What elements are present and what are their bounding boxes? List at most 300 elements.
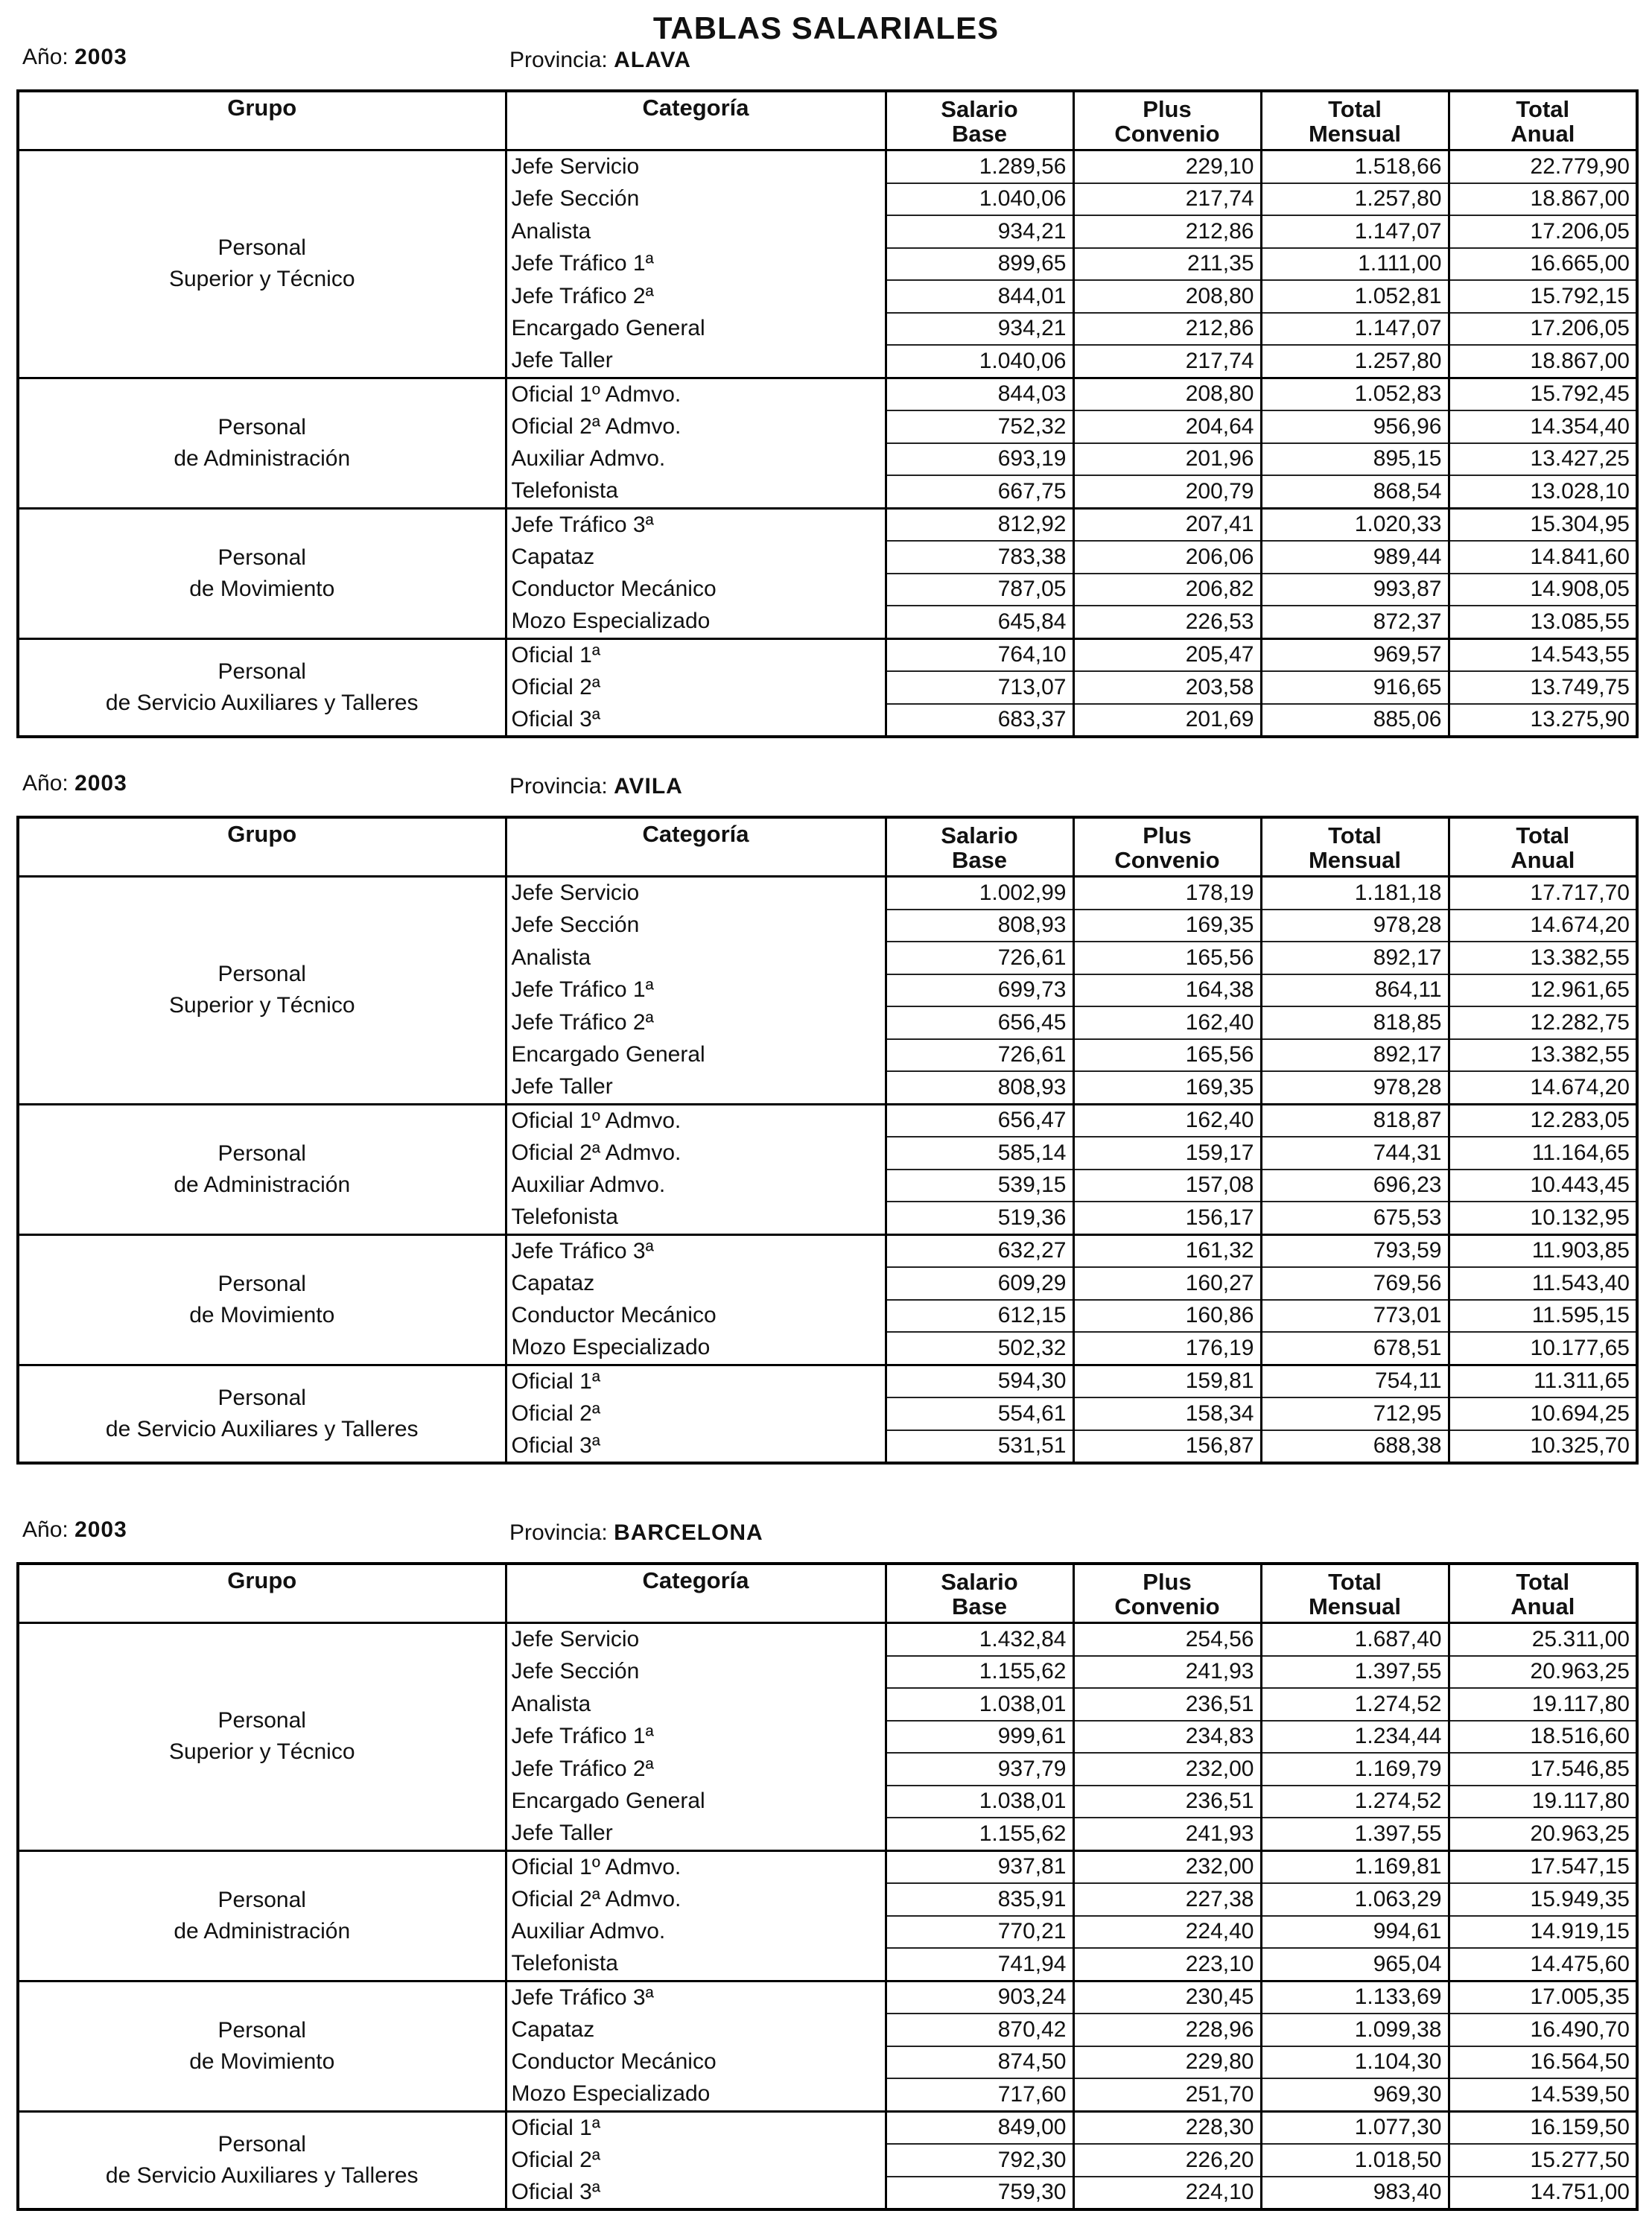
year-value: 2003	[74, 771, 127, 796]
total-mensual-cell: 744,31	[1261, 1137, 1449, 1170]
total-mensual-cell: 1.147,07	[1261, 215, 1449, 248]
category-cell: Conductor Mecánico	[506, 2046, 886, 2079]
year-label: Año: 2003	[22, 1517, 127, 1542]
category-cell: Oficial 2ª	[506, 1397, 886, 1430]
salario-base-cell: 1.002,99	[886, 877, 1073, 910]
province-value: BARCELONA	[614, 1520, 763, 1545]
salario-base-cell: 713,07	[886, 671, 1073, 704]
total-anual-cell: 14.674,20	[1449, 910, 1637, 942]
salario-base-cell: 585,14	[886, 1137, 1073, 1170]
plus-convenio-cell: 164,38	[1073, 974, 1261, 1007]
plus-convenio-cell: 226,53	[1073, 606, 1261, 638]
category-cell: Jefe Taller	[506, 1818, 886, 1850]
header-total-mensual: Total Mensual	[1261, 1564, 1449, 1623]
category-cell: Oficial 2ª Admvo.	[506, 1137, 886, 1170]
salario-base-cell: 870,42	[886, 2014, 1073, 2046]
salario-base-cell: 899,65	[886, 248, 1073, 281]
total-mensual-cell: 1.274,52	[1261, 1786, 1449, 1818]
total-anual-cell: 25.311,00	[1449, 1623, 1637, 1656]
total-anual-cell: 17.717,70	[1449, 877, 1637, 910]
salario-base-cell: 1.155,62	[886, 1656, 1073, 1689]
plus-convenio-cell: 224,10	[1073, 2177, 1261, 2210]
salario-base-cell: 770,21	[886, 1916, 1073, 1949]
salario-base-cell: 783,38	[886, 541, 1073, 574]
page-title: TABLAS SALARIALES	[652, 10, 1000, 45]
salario-base-cell: 844,03	[886, 378, 1073, 410]
total-mensual-cell: 1.133,69	[1261, 1981, 1449, 2014]
total-mensual-cell: 1.397,55	[1261, 1656, 1449, 1689]
year-label: Año: 2003	[22, 771, 127, 796]
total-mensual-cell: 1.234,44	[1261, 1721, 1449, 1754]
category-cell: Analista	[506, 1688, 886, 1721]
salario-base-cell: 502,32	[886, 1332, 1073, 1365]
total-mensual-cell: 1.099,38	[1261, 2014, 1449, 2046]
table-row	[18, 150, 1637, 183]
plus-convenio-cell: 228,96	[1073, 2014, 1261, 2046]
category-cell: Jefe Tráfico 1ª	[506, 1721, 886, 1754]
category-cell: Oficial 1ª	[506, 638, 886, 671]
plus-convenio-cell: 212,86	[1073, 313, 1261, 346]
year-value: 2003	[74, 45, 127, 69]
salario-base-cell: 594,30	[886, 1365, 1073, 1397]
total-anual-cell: 15.792,15	[1449, 280, 1637, 313]
total-anual-cell: 14.841,60	[1449, 541, 1637, 574]
total-mensual-cell: 1.018,50	[1261, 2144, 1449, 2177]
plus-convenio-cell: 217,74	[1073, 183, 1261, 216]
category-cell: Jefe Tráfico 3ª	[506, 1234, 886, 1267]
salario-base-cell: 937,79	[886, 1753, 1073, 1786]
salario-base-cell: 645,84	[886, 606, 1073, 638]
total-mensual-cell: 885,06	[1261, 704, 1449, 737]
total-anual-cell: 15.304,95	[1449, 508, 1637, 541]
plus-convenio-cell: 211,35	[1073, 248, 1261, 281]
salary-section-avila	[16, 764, 1636, 1465]
salary-section-alava	[16, 37, 1636, 738]
total-mensual-cell: 1.257,80	[1261, 345, 1449, 378]
total-mensual-cell: 969,30	[1261, 2078, 1449, 2111]
salario-base-cell: 554,61	[886, 1397, 1073, 1430]
plus-convenio-cell: 234,83	[1073, 1721, 1261, 1754]
category-cell: Jefe Taller	[506, 345, 886, 378]
plus-convenio-cell: 223,10	[1073, 1948, 1261, 1981]
total-mensual-cell: 969,57	[1261, 638, 1449, 671]
total-anual-cell: 12.282,75	[1449, 1006, 1637, 1039]
total-anual-cell: 11.595,15	[1449, 1300, 1637, 1333]
salario-base-cell: 531,51	[886, 1430, 1073, 1464]
total-mensual-cell: 1.020,33	[1261, 508, 1449, 541]
category-cell: Auxiliar Admvo.	[506, 443, 886, 476]
salario-base-cell: 1.040,06	[886, 183, 1073, 216]
plus-convenio-cell: 232,00	[1073, 1850, 1261, 1883]
category-cell: Jefe Tráfico 2ª	[506, 1006, 886, 1039]
province-value: ALAVA	[614, 48, 691, 72]
category-cell: Conductor Mecánico	[506, 1300, 886, 1333]
province-label: Provincia: ALAVA	[509, 48, 691, 72]
total-mensual-cell: 1.687,40	[1261, 1623, 1449, 1656]
category-cell: Telefonista	[506, 1202, 886, 1234]
salary-table	[16, 89, 1639, 738]
total-anual-cell: 18.516,60	[1449, 1721, 1637, 1754]
category-cell: Telefonista	[506, 475, 886, 508]
plus-convenio-cell: 156,87	[1073, 1430, 1261, 1464]
category-cell: Oficial 1º Admvo.	[506, 378, 886, 410]
header-grupo: Grupo	[18, 91, 506, 150]
category-cell: Encargado General	[506, 313, 886, 346]
category-cell: Jefe Sección	[506, 1656, 886, 1689]
category-cell: Jefe Sección	[506, 910, 886, 942]
category-cell: Jefe Tráfico 2ª	[506, 1753, 886, 1786]
category-cell: Jefe Tráfico 3ª	[506, 1981, 886, 2014]
category-cell: Oficial 1º Admvo.	[506, 1104, 886, 1137]
total-mensual-cell: 1.147,07	[1261, 313, 1449, 346]
total-anual-cell: 10.132,95	[1449, 1202, 1637, 1234]
section-meta	[16, 1510, 1636, 1562]
total-mensual-cell: 978,28	[1261, 910, 1449, 942]
total-mensual-cell: 1.518,66	[1261, 150, 1449, 183]
province-value: AVILA	[614, 774, 683, 799]
total-anual-cell: 17.005,35	[1449, 1981, 1637, 2014]
total-anual-cell: 14.751,00	[1449, 2177, 1637, 2210]
salario-base-cell: 874,50	[886, 2046, 1073, 2079]
salario-base-cell: 835,91	[886, 1883, 1073, 1916]
total-anual-cell: 18.867,00	[1449, 345, 1637, 378]
plus-convenio-cell: 207,41	[1073, 508, 1261, 541]
total-anual-cell: 14.543,55	[1449, 638, 1637, 671]
category-cell: Oficial 3ª	[506, 2177, 886, 2210]
group-name: Personal de Movimiento	[18, 1234, 506, 1365]
table-row	[18, 638, 1637, 671]
plus-convenio-cell: 162,40	[1073, 1006, 1261, 1039]
total-mensual-cell: 994,61	[1261, 1916, 1449, 1949]
table-header-row	[18, 817, 1637, 877]
total-mensual-cell: 1.257,80	[1261, 183, 1449, 216]
total-mensual-cell: 769,56	[1261, 1267, 1449, 1300]
total-anual-cell: 14.674,20	[1449, 1071, 1637, 1104]
salary-section-barcelona	[16, 1510, 1636, 2211]
salario-base-cell: 1.155,62	[886, 1818, 1073, 1850]
total-mensual-cell: 965,04	[1261, 1948, 1449, 1981]
plus-convenio-cell: 201,69	[1073, 704, 1261, 737]
table-row	[18, 1850, 1637, 1883]
plus-convenio-cell: 178,19	[1073, 877, 1261, 910]
category-cell: Jefe Tráfico 3ª	[506, 508, 886, 541]
plus-convenio-cell: 230,45	[1073, 1981, 1261, 2014]
total-anual-cell: 11.903,85	[1449, 1234, 1637, 1267]
salario-base-cell: 752,32	[886, 410, 1073, 443]
salario-base-cell: 934,21	[886, 215, 1073, 248]
total-anual-cell: 18.867,00	[1449, 183, 1637, 216]
plus-convenio-cell: 241,93	[1073, 1818, 1261, 1850]
total-mensual-cell: 754,11	[1261, 1365, 1449, 1397]
header-total-mensual: Total Mensual	[1261, 817, 1449, 877]
plus-convenio-cell: 204,64	[1073, 410, 1261, 443]
header-categoria: Categoría	[506, 1564, 886, 1623]
total-anual-cell: 17.206,05	[1449, 215, 1637, 248]
category-cell: Capataz	[506, 2014, 886, 2046]
total-mensual-cell: 712,95	[1261, 1397, 1449, 1430]
total-mensual-cell: 989,44	[1261, 541, 1449, 574]
category-cell: Capataz	[506, 1267, 886, 1300]
plus-convenio-cell: 206,06	[1073, 541, 1261, 574]
total-anual-cell: 12.283,05	[1449, 1104, 1637, 1137]
header-salario-base: Salario Base	[886, 1564, 1073, 1623]
salario-base-cell: 683,37	[886, 704, 1073, 737]
category-cell: Oficial 3ª	[506, 704, 886, 737]
group-name: Personal de Administración	[18, 378, 506, 508]
plus-convenio-cell: 165,56	[1073, 1039, 1261, 1072]
plus-convenio-cell: 251,70	[1073, 2078, 1261, 2111]
total-mensual-cell: 1.052,83	[1261, 378, 1449, 410]
total-anual-cell: 14.908,05	[1449, 574, 1637, 606]
total-mensual-cell: 895,15	[1261, 443, 1449, 476]
total-anual-cell: 19.117,80	[1449, 1688, 1637, 1721]
table-header-row	[18, 1564, 1637, 1623]
category-cell: Jefe Tráfico 1ª	[506, 248, 886, 281]
total-anual-cell: 13.085,55	[1449, 606, 1637, 638]
total-anual-cell: 20.963,25	[1449, 1656, 1637, 1689]
plus-convenio-cell: 229,80	[1073, 2046, 1261, 2079]
salario-base-cell: 693,19	[886, 443, 1073, 476]
header-total-anual: Total Anual	[1449, 817, 1637, 877]
category-cell: Analista	[506, 942, 886, 974]
total-mensual-cell: 1.169,81	[1261, 1850, 1449, 1883]
total-anual-cell: 11.311,65	[1449, 1365, 1637, 1397]
group-name: Personal de Servicio Auxiliares y Talleres	[18, 1365, 506, 1463]
category-cell: Oficial 3ª	[506, 1430, 886, 1464]
table-row	[18, 1234, 1637, 1267]
header-plus-convenio: Plus Convenio	[1073, 817, 1261, 877]
plus-convenio-cell: 169,35	[1073, 910, 1261, 942]
total-mensual-cell: 1.181,18	[1261, 877, 1449, 910]
total-anual-cell: 12.961,65	[1449, 974, 1637, 1007]
total-anual-cell: 10.325,70	[1449, 1430, 1637, 1464]
plus-convenio-cell: 241,93	[1073, 1656, 1261, 1689]
plus-convenio-cell: 162,40	[1073, 1104, 1261, 1137]
salario-base-cell: 609,29	[886, 1267, 1073, 1300]
total-anual-cell: 19.117,80	[1449, 1786, 1637, 1818]
plus-convenio-cell: 160,86	[1073, 1300, 1261, 1333]
header-categoria: Categoría	[506, 91, 886, 150]
total-mensual-cell: 916,65	[1261, 671, 1449, 704]
header-grupo: Grupo	[18, 1564, 506, 1623]
plus-convenio-cell: 228,30	[1073, 2111, 1261, 2144]
category-cell: Mozo Especializado	[506, 2078, 886, 2111]
total-anual-cell: 16.159,50	[1449, 2111, 1637, 2144]
plus-convenio-cell: 161,32	[1073, 1234, 1261, 1267]
total-mensual-cell: 868,54	[1261, 475, 1449, 508]
total-mensual-cell: 675,53	[1261, 1202, 1449, 1234]
salario-base-cell: 1.432,84	[886, 1623, 1073, 1656]
header-salario-base: Salario Base	[886, 91, 1073, 150]
total-anual-cell: 14.919,15	[1449, 1916, 1637, 1949]
salario-base-cell: 808,93	[886, 910, 1073, 942]
total-mensual-cell: 1.397,55	[1261, 1818, 1449, 1850]
total-anual-cell: 11.543,40	[1449, 1267, 1637, 1300]
table-row	[18, 2111, 1637, 2144]
header-total-anual: Total Anual	[1449, 1564, 1637, 1623]
total-anual-cell: 11.164,65	[1449, 1137, 1637, 1170]
category-cell: Jefe Tráfico 2ª	[506, 280, 886, 313]
plus-convenio-cell: 206,82	[1073, 574, 1261, 606]
total-mensual-cell: 688,38	[1261, 1430, 1449, 1464]
category-cell: Jefe Taller	[506, 1071, 886, 1104]
total-anual-cell: 15.277,50	[1449, 2144, 1637, 2177]
plus-convenio-cell: 229,10	[1073, 150, 1261, 183]
total-mensual-cell: 1.063,29	[1261, 1883, 1449, 1916]
salario-base-cell: 656,45	[886, 1006, 1073, 1039]
total-anual-cell: 22.779,90	[1449, 150, 1637, 183]
salario-base-cell: 808,93	[886, 1071, 1073, 1104]
plus-convenio-cell: 156,17	[1073, 1202, 1261, 1234]
plus-convenio-cell: 201,96	[1073, 443, 1261, 476]
plus-convenio-cell: 226,20	[1073, 2144, 1261, 2177]
total-anual-cell: 15.792,45	[1449, 378, 1637, 410]
category-cell: Jefe Sección	[506, 183, 886, 216]
table-row	[18, 378, 1637, 410]
plus-convenio-cell: 169,35	[1073, 1071, 1261, 1104]
total-anual-cell: 14.539,50	[1449, 2078, 1637, 2111]
total-mensual-cell: 818,85	[1261, 1006, 1449, 1039]
total-anual-cell: 10.443,45	[1449, 1170, 1637, 1202]
salario-base-cell: 787,05	[886, 574, 1073, 606]
section-meta	[16, 764, 1636, 816]
total-anual-cell: 14.354,40	[1449, 410, 1637, 443]
total-anual-cell: 16.665,00	[1449, 248, 1637, 281]
category-cell: Jefe Servicio	[506, 1623, 886, 1656]
salario-base-cell: 632,27	[886, 1234, 1073, 1267]
total-mensual-cell: 1.111,00	[1261, 248, 1449, 281]
province-label: Provincia: AVILA	[509, 774, 683, 799]
group-name: Personal de Administración	[18, 1850, 506, 1981]
category-cell: Analista	[506, 215, 886, 248]
salario-base-cell: 519,36	[886, 1202, 1073, 1234]
category-cell: Oficial 2ª Admvo.	[506, 1883, 886, 1916]
salary-table	[16, 816, 1639, 1465]
salario-base-cell: 1.289,56	[886, 150, 1073, 183]
table-row	[18, 1981, 1637, 2014]
category-cell: Auxiliar Admvo.	[506, 1170, 886, 1202]
table-header-row	[18, 91, 1637, 150]
category-cell: Jefe Tráfico 1ª	[506, 974, 886, 1007]
salario-base-cell: 717,60	[886, 2078, 1073, 2111]
category-cell: Mozo Especializado	[506, 1332, 886, 1365]
total-mensual-cell: 956,96	[1261, 410, 1449, 443]
category-cell: Oficial 2ª	[506, 671, 886, 704]
header-total-mensual: Total Mensual	[1261, 91, 1449, 150]
plus-convenio-cell: 160,27	[1073, 1267, 1261, 1300]
category-cell: Jefe Servicio	[506, 150, 886, 183]
salario-base-cell: 1.038,01	[886, 1786, 1073, 1818]
plus-convenio-cell: 236,51	[1073, 1786, 1261, 1818]
total-mensual-cell: 1.169,79	[1261, 1753, 1449, 1786]
header-plus-convenio: Plus Convenio	[1073, 91, 1261, 150]
plus-convenio-cell: 217,74	[1073, 345, 1261, 378]
plus-convenio-cell: 159,81	[1073, 1365, 1261, 1397]
category-cell: Oficial 1º Admvo.	[506, 1850, 886, 1883]
salario-base-cell: 934,21	[886, 313, 1073, 346]
total-anual-cell: 17.547,15	[1449, 1850, 1637, 1883]
salario-base-cell: 726,61	[886, 942, 1073, 974]
plus-convenio-cell: 208,80	[1073, 280, 1261, 313]
total-anual-cell: 17.206,05	[1449, 313, 1637, 346]
total-mensual-cell: 1.077,30	[1261, 2111, 1449, 2144]
plus-convenio-cell: 176,19	[1073, 1332, 1261, 1365]
salario-base-cell: 903,24	[886, 1981, 1073, 2014]
salario-base-cell: 539,15	[886, 1170, 1073, 1202]
group-name: Personal de Servicio Auxiliares y Talleres	[18, 638, 506, 737]
category-cell: Oficial 2ª	[506, 2144, 886, 2177]
salario-base-cell: 764,10	[886, 638, 1073, 671]
total-anual-cell: 16.490,70	[1449, 2014, 1637, 2046]
plus-convenio-cell: 212,86	[1073, 215, 1261, 248]
section-meta	[16, 37, 1636, 89]
category-cell: Oficial 1ª	[506, 1365, 886, 1397]
header-categoria: Categoría	[506, 817, 886, 877]
plus-convenio-cell: 205,47	[1073, 638, 1261, 671]
category-cell: Capataz	[506, 541, 886, 574]
header-grupo: Grupo	[18, 817, 506, 877]
group-name: Personal Superior y Técnico	[18, 150, 506, 378]
header-total-anual: Total Anual	[1449, 91, 1637, 150]
salario-base-cell: 656,47	[886, 1104, 1073, 1137]
plus-convenio-cell: 254,56	[1073, 1623, 1261, 1656]
table-row	[18, 1365, 1637, 1397]
year-label: Año: 2003	[22, 45, 127, 69]
total-anual-cell: 16.564,50	[1449, 2046, 1637, 2079]
group-name: Personal de Movimiento	[18, 508, 506, 638]
group-name: Personal de Administración	[18, 1104, 506, 1234]
total-anual-cell: 13.427,25	[1449, 443, 1637, 476]
header-salario-base: Salario Base	[886, 817, 1073, 877]
total-mensual-cell: 864,11	[1261, 974, 1449, 1007]
province-label: Provincia: BARCELONA	[509, 1520, 763, 1545]
total-anual-cell: 17.546,85	[1449, 1753, 1637, 1786]
group-name: Personal de Movimiento	[18, 1981, 506, 2111]
total-anual-cell: 13.382,55	[1449, 942, 1637, 974]
plus-convenio-cell: 227,38	[1073, 1883, 1261, 1916]
salario-base-cell: 699,73	[886, 974, 1073, 1007]
total-anual-cell: 13.382,55	[1449, 1039, 1637, 1072]
total-mensual-cell: 993,87	[1261, 574, 1449, 606]
table-row	[18, 877, 1637, 910]
salario-base-cell: 1.038,01	[886, 1688, 1073, 1721]
salario-base-cell: 741,94	[886, 1948, 1073, 1981]
year-value: 2003	[74, 1517, 127, 1542]
total-mensual-cell: 678,51	[1261, 1332, 1449, 1365]
total-mensual-cell: 892,17	[1261, 942, 1449, 974]
total-mensual-cell: 892,17	[1261, 1039, 1449, 1072]
total-anual-cell: 10.177,65	[1449, 1332, 1637, 1365]
category-cell: Encargado General	[506, 1039, 886, 1072]
category-cell: Jefe Servicio	[506, 877, 886, 910]
category-cell: Oficial 2ª Admvo.	[506, 410, 886, 443]
plus-convenio-cell: 200,79	[1073, 475, 1261, 508]
total-anual-cell: 14.475,60	[1449, 1948, 1637, 1981]
category-cell: Encargado General	[506, 1786, 886, 1818]
total-anual-cell: 15.949,35	[1449, 1883, 1637, 1916]
header-plus-convenio: Plus Convenio	[1073, 1564, 1261, 1623]
group-name: Personal Superior y Técnico	[18, 1623, 506, 1851]
salario-base-cell: 792,30	[886, 2144, 1073, 2177]
salario-base-cell: 999,61	[886, 1721, 1073, 1754]
total-mensual-cell: 978,28	[1261, 1071, 1449, 1104]
plus-convenio-cell: 159,17	[1073, 1137, 1261, 1170]
total-mensual-cell: 1.104,30	[1261, 2046, 1449, 2079]
total-anual-cell: 20.963,25	[1449, 1818, 1637, 1850]
category-cell: Auxiliar Admvo.	[506, 1916, 886, 1949]
plus-convenio-cell: 208,80	[1073, 378, 1261, 410]
category-cell: Conductor Mecánico	[506, 574, 886, 606]
